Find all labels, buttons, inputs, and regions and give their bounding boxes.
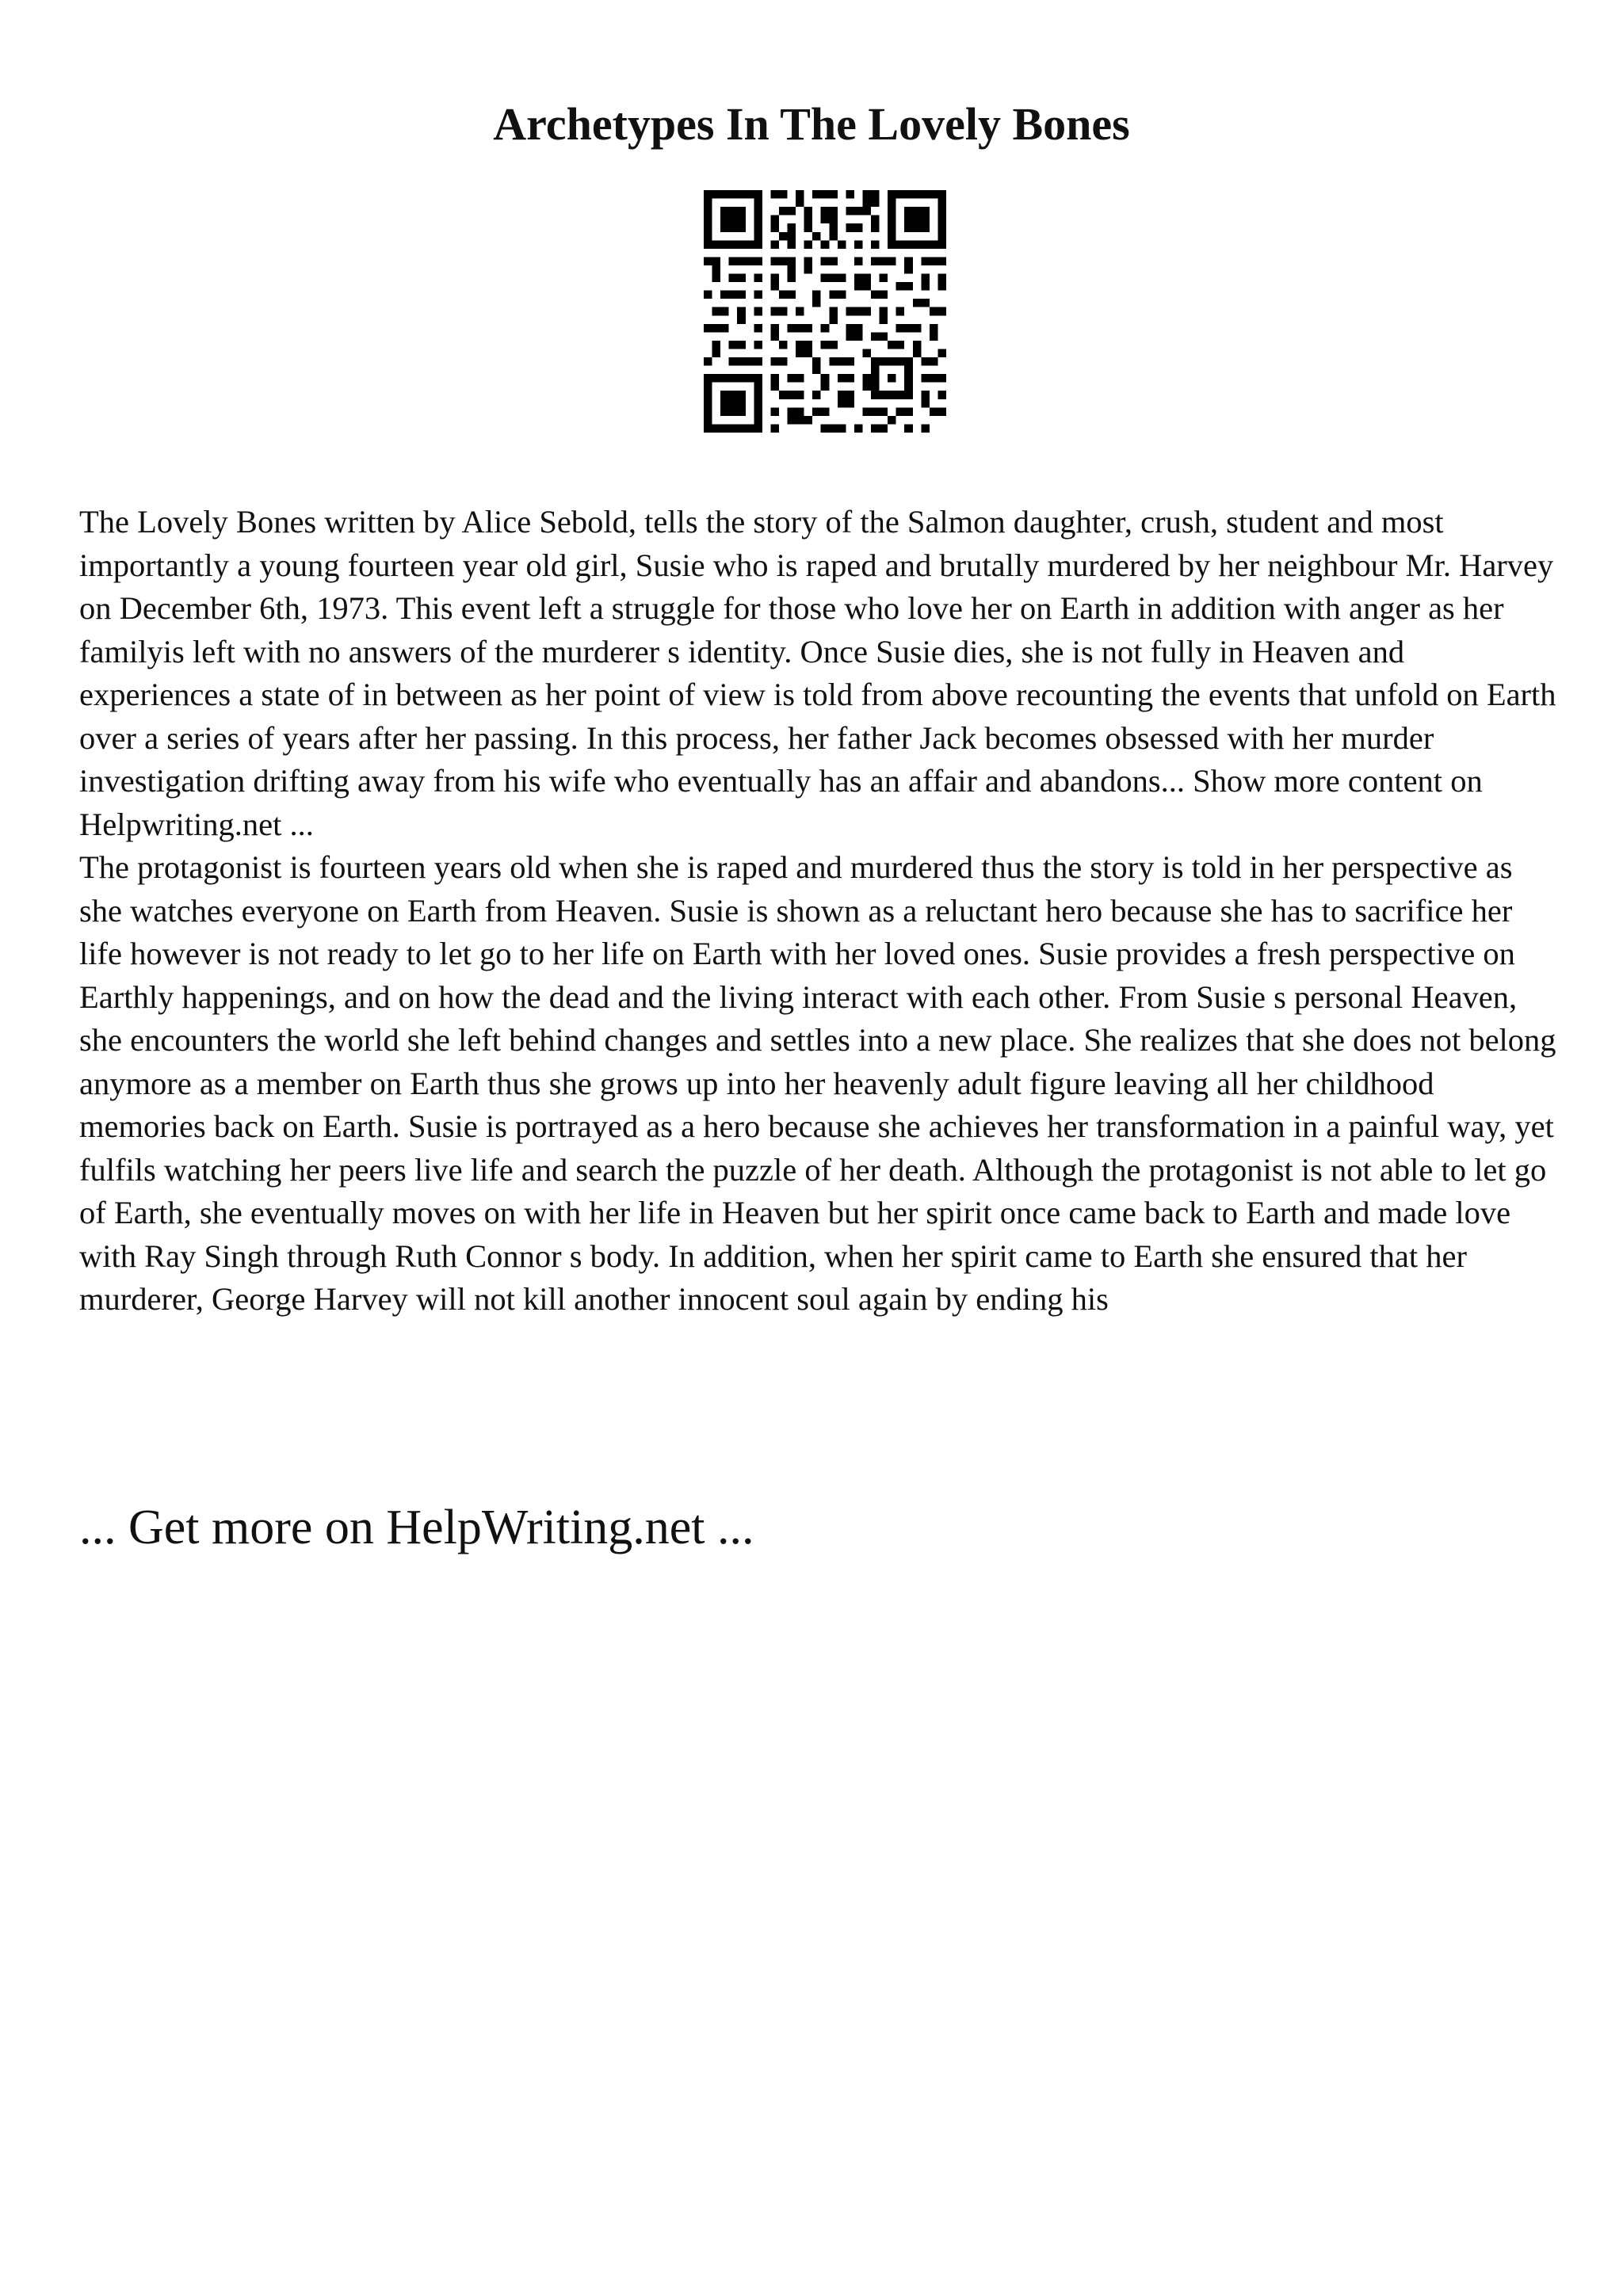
document-title: Archetypes In The Lovely Bones [493,98,1130,150]
body-paragraph: The protagonist is fourteen years old when she is raped and murdered thus the story is told in her perspective as she watches everyone on Earth from Heaven. Susie is shown as a reluctant hero because she has to sacrifice her life however is not ready to let go to her life on Earth with her loved ones. Susie provides a fresh perspective on Earthly happenings, and on how the dead and the living interact with each other. From Susie s personal Heaven, she encounters the world she left behind changes and settles into a new place. She realizes that she does not belong anymore as a member on Earth thus she grows up into her heavenly adult figure leaving all her childhood memories back on Earth. Susie is portrayed as a hero because she achieves her transformation in a painful way, yet fulfils watching her peers live life and search the puzzle of her death. Although the protagonist is not able to let go of Earth, she eventually moves on with her life in Heaven but her spirit once came back to Earth and made love with Ray Singh through Ruth Connor s body. In addition, when her spirit came to Earth she ensured that her murderer, George Harvey will not kill another innocent soul again by ending his [79,849,1556,1317]
qr-code-icon[interactable] [704,190,946,433]
get-more-link[interactable]: ... Get more on HelpWriting.net ... [79,1501,754,1554]
body-paragraph: The Lovely Bones written by Alice Sebold, tells the story of the Salmon daughter, crush, student and most importantly a young fourteen year old girl, Susie who is raped and brutally murdered by her neighbour Mr. Harvey on December 6th, 1973. This event left a struggle for those who love her on Earth in addition with anger as her familyis left with no answers of the murderer s identity. Once Susie dies, she is not fully in Heaven and experiences a state of in between as her point of view is told from above recounting the events that unfold on Earth over a series of years after her passing. In this process, her father Jack becomes obsessed with her murder investigation drifting away from his wife who eventually has an affair and abandons... Show more content on Helpwriting.net ... [79,504,1556,842]
document-body [79,501,1561,1322]
